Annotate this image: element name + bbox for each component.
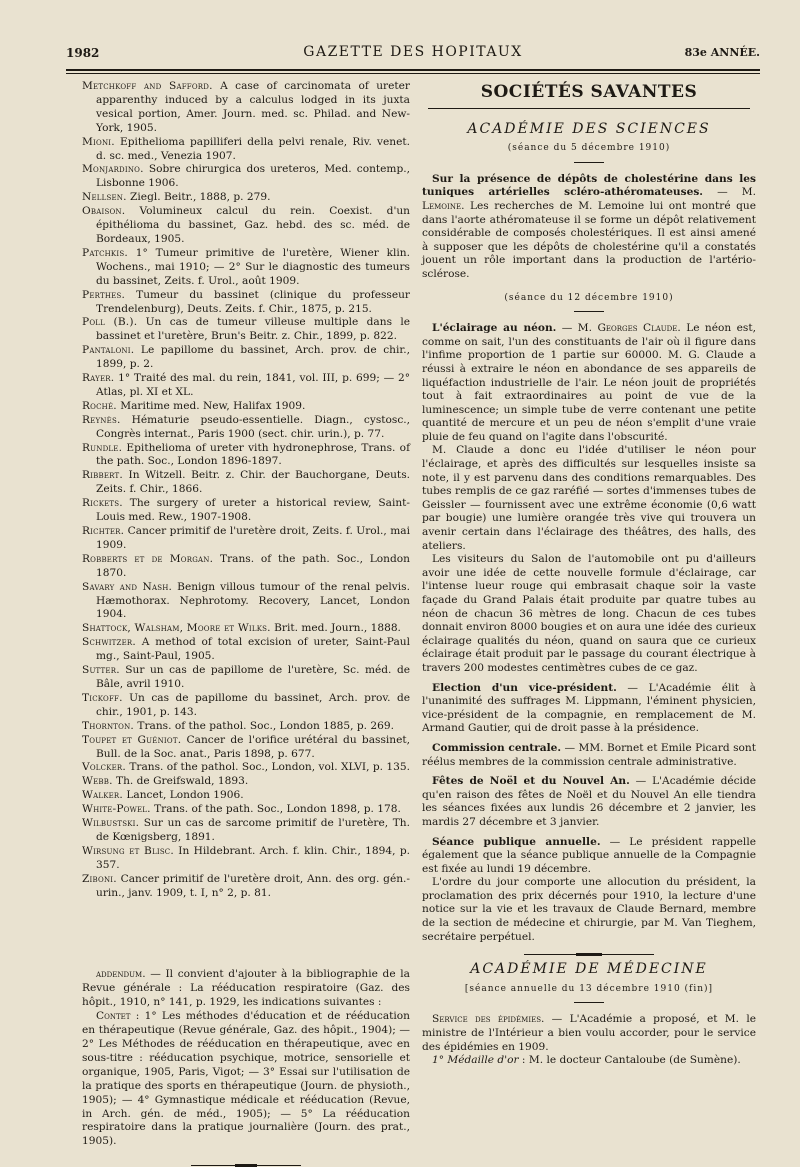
reference-author: Richter. [82,525,125,537]
reference-entry [82,803,410,817]
reference-entry [82,720,410,734]
reference-entry [82,692,410,720]
paragraph-fetes-text: — L'Académie décide qu'en raison des fêtes de Noël et du Nouvel An elle tiendra les séances fixées aux lundis 26 décembre et 2 janvier, les mardis 27 décembre et 3 janvier. [422,775,756,828]
reference-text: Cancer primitif de l'uretère droit, Ann. des org. gén.-urin., janv. 1909, t. I, n° 2, p. 81. [96,872,410,899]
page-number: 1982 [66,46,100,60]
reference-author: Rayer. [82,372,115,385]
reference-entry [82,344,410,372]
reference-text: 1° Tumeur primitive de l'uretère, Wiener klin. Wochens., mai 1910; — 2° Sur le diagnostic des tumeurs du bassinet, Zeits. f. Urol., août 1909. [96,246,410,287]
paragraph-neon-3: Les visiteurs du Salon de l'automobile ont pu d'ailleurs avoir une idée de cette nouvelle formule d'éclairage, car l'intense lueur rouge qui embrasait chaque soir la vaste façade du Grand Palais était produite par quatre tubes au néon de chacun 36 mètres de long. Chacun de ces tubes donnait environ 8000 bougies et on aura une idée des curieux éclairage qualités du néon, quand on saura que ce curieux éclairage était produit par le passage du courant électrique à travers 200 modestes centimètres cubes de ce gaz. [422,553,756,674]
reference-author: Metchkoff and Safford. [82,80,213,92]
paragraph-fetes [422,775,756,829]
reference-text: Sur un cas de papillome de l'uretère, Sc. méd. de Bâle, avril 1910. [96,664,410,690]
reference-entry [82,163,410,191]
reference-author: Schwitzer. [82,636,136,649]
author-claude: Georges Claude [597,322,678,335]
reference-entry [82,289,410,317]
reference-entry [82,136,410,164]
paragraph-medaille [422,1054,756,1068]
reference-entry [82,205,410,247]
reference-text: Trans. of the pathol. Soc., London 1885, p. 269. [134,719,394,732]
reference-text: In Hildebrant. Arch. f. klin. Chir., 1894, p. 357. [96,844,410,871]
seance-date-2: (séance du 12 décembre 1910) [504,292,674,303]
paragraph-seance-publique [422,836,756,877]
addendum-text: — Il convient d'ajouter à la bibliographie de la Revue générale : La rééducation respiratoire (Gaz. des hôpit., 1910, n° 141, p. 1929, les indications suivantes : [82,968,410,1009]
reference-text: Un cas de papillome du bassinet, Arch. prov. de chir., 1901, p. 143. [96,691,410,718]
reference-text: In Witzell. Beitr. z. Chir. der Bauchorgane, Deuts. Zeits. f. Chir., 1866. [96,469,410,496]
reference-author: Tickoff. [82,691,123,704]
reference-text: Lancet, London 1906. [122,789,244,802]
paragraph-neon-2: M. Claude a donc eu l'idée d'utiliser le néon pour l'éclairage, et après des difficultés sur lesquelles insiste sa note, il y est parvenu dans des conditions remarquables. Des tubes remplis de ce gaz raréfié — sortes d'immenses tubes de Geissler — fournissent avec une extrême économie (0,6 watt par bougie) une lumière orangée très vive qui trouvera un avenir certain dans l'éclairage des théâtres, des halls, des ateliers. [422,444,756,552]
addendum-label: addendum. [96,968,146,981]
reference-entry [82,873,410,901]
reference-author: Robberts et de Morgan. [82,552,214,565]
reference-author: Nellsen. [82,191,127,204]
paragraph-seance-publique-text: — Le président rappelle également que la séance publique annuelle de la Compagnie est fixée au lundi 19 décembre. [422,835,756,875]
reference-entry [82,761,410,775]
reference-text: Volumineux calcul du rein. Coexist. d'un épithélioma du bassinet, Gaz. hebd. des sc. méd. de Bordeaux, 1905. [96,205,410,245]
reference-text: Sobre chirurgica dos ureteros, Med. contemp., Lisbonne 1906. [96,163,410,190]
reference-entry [82,497,410,525]
reference-text: The surgery of ureter a historical review, Saint-Louis med. Rew., 1907-1908. [96,497,410,524]
reference-text: 1° Traité des mal. du rein, 1841, vol. III, p. 699; — 2° Atlas, pl. XI et XL. [96,372,410,398]
reference-text: Trans. of the path. Soc., London 1898, p. 178. [150,803,401,816]
reference-entry [82,469,410,497]
reference-text: Brit. med. Journ., 1888. [270,622,401,635]
reference-text: Le papillome du bassinet, Arch. prov. de chir., 1899, p. 2. [96,344,410,371]
reference-author: Walker. [82,789,123,802]
paragraph-cholesterine-dash: — M. [703,186,757,199]
reference-author: Webb. [82,775,113,788]
reference-text: Maritime med. New, Halifax 1909. [116,399,306,412]
reference-entry [82,789,410,803]
paragraph-ordre-du-jour: L'ordre du jour comporte une allocution du président, la proclamation des prix décernés pour 1910, la lecture d'une notice sur la vie et les travaux de Claude Bernard, membre de la section de médecine et chirurgie, par M. Van Tieghem, secrétaire perpétuel. [422,876,756,943]
reference-text: Ziegl. Beitr., 1888, p. 279. [126,191,271,204]
paragraph-neon-dash: — M. [556,322,598,335]
contet-text: : 1° Les méthodes d'éducation et de rééducation en thérapeutique (Revue générale, Gaz. des hôpit., 1904); — 2° Les Méthodes de rééducation en thérapeutique, avec en sous-titre : rééducation psychique, motrice, sensorielle et organique, 1905, Paris, Vigot; — 3° Essai sur l'utilisation de la pratique des sports en thérapeutique (Journ. de physioth., 1905); — 4° Gymnastique médicale et rééducation (Revue, in Arch. gén. de méd., 1905); — 5° La rééducation respiratoire dans la pratique journalière (Journ. des prat., 1905). [82,1010,410,1148]
header-rule [66,69,760,71]
section-title: SOCIÉTÉS SAVANTES [480,82,698,102]
reference-author: Thornton. [82,719,135,732]
reference-entry [82,734,410,762]
journal-title: GAZETTE DES HOPITAUX [303,44,523,60]
paragraph-election-text: — L'Académie élit à l'unanimité des suffrages M. Lippmann, l'éminent physicien, vice-président de la compagnie, en remplacement de M. Armand Gautier, qui de droit passe à la présidence. [422,681,756,735]
addendum-paragraph [82,968,410,1010]
paragraph-fetes-title: Fêtes de Noël et du Nouvel An. [432,775,630,788]
volume-year: 83e ANNÉE. [684,46,760,59]
bibliography-column [82,80,410,1166]
reference-entry [82,553,410,581]
paragraph-commission-text: — MM. Bornet et Emile Picard sont réélus membres de la commission centrale administrative. [422,741,756,768]
reference-entry [82,247,410,289]
paragraph-epidemies [422,1013,756,1054]
reference-author: Monjardino. [82,163,144,176]
reference-text: Hématurie pseudo-essentielle. Diagn., cystosc., Congrès internat., Paris 1900 (sect. chir. urin.), p. 77. [96,413,410,440]
reference-entry [82,817,410,845]
reference-author: Shattock, Walsham, Moore et Wilks. [82,622,271,635]
reference-author: Rundle. [82,441,123,454]
paragraph-neon-title: L'éclairage au néon. [432,322,557,335]
academy-sciences-heading: ACADÉMIE DES SCIENCES [467,120,711,137]
reference-text: Trans. of the path. Soc., London 1870. [96,552,410,579]
paragraph-epidemies-text: — L'Académie a proposé, et M. le ministre de l'Intérieur a bien voulu accorder, pour le service des épidémies en 1909. [422,1013,756,1053]
reference-entry [82,581,410,623]
reference-text: Th. de Greifswald, 1893. [112,775,249,788]
page-header [66,40,760,68]
section-rule [428,108,750,109]
reference-list [82,80,410,900]
reference-text: Cancer de l'orifice urétéral du bassinet, Bull. de la Soc. anat., Paris 1898, p. 677. [96,733,410,760]
ornamental-rule [524,954,654,955]
reference-entry [82,622,410,636]
paragraph-neon [422,322,756,444]
reference-text: A case of carcinomata of ureter apparenthy induced by a calculus lodged in its juxta vesical portion, Amer. Journ. med. sc. Philad. and New-York, 1905. [96,80,410,134]
reference-entry [82,316,410,344]
reference-entry [82,664,410,692]
reference-text: Cancer primitif de l'uretère droit, Zeits. f. Urol., mai 1909. [96,525,410,551]
paragraph-medaille-text: : M. le docteur Cantaloube (de Sumène). [518,1054,741,1067]
reference-text: Epithelioma papilliferi della pelvi renale, Riv. venet. d. sc. med., Venezia 1907. [96,135,410,162]
reference-author: Toupet et Guéniot. [82,733,182,746]
reference-text: Benign villous tumour of the renal pelvis. Hæmothorax. Nephrotomy. Recovery, Lancet, London 1904. [96,580,410,621]
reference-author: Roché. [82,399,117,412]
reference-entry [82,191,410,205]
paragraph-neon-text: . Le néon est, comme on sait, l'un des constituants de l'air où il figure dans l'infime proportion de 1 partie sur 60000. M. G. Claude a réussi à extraire le néon en abondance de ses appareils de liquéfaction industrielle de l'air. Le néon jouit de propriétés tout à fait extraordinaires au point de vue de la luminescence; un simple tube de verre contenant une petite quantité de mercure et un peu de néon s'emplit d'une vraie pluie de feu quand on l'agite dans l'obscurité. [422,322,756,443]
reference-author: Reynès. [82,413,121,426]
reference-text: A method of total excision of ureter, Saint-Paul mg., Saint-Paul, 1905. [96,636,410,663]
reference-author: Pantaloni. [82,344,135,357]
reference-author: Rickets. [82,497,123,510]
reference-text: Epithelioma of ureter vith hydronephrose, Trans. of the path. Soc., London 1896-1897. [96,441,410,468]
reference-author: Obaison. [82,205,126,218]
reference-author: Poll (B.). [82,316,138,329]
reference-author: Wirsung et Blisc. [82,844,174,857]
reference-author: Sutter. [82,664,120,677]
reference-entry [82,845,410,873]
reference-text: Sur un cas de sarcome primitif de l'uretère, Th. de Kœnigsberg, 1891. [96,817,410,843]
reference-text: Tumeur du bassinet (clinique du professeur Trendelenburg), Deuts. Zeits. f. Chir., 1875, p. 215. [96,288,410,315]
reference-entry [82,525,410,553]
short-rule-2 [574,311,604,312]
paragraph-cholesterine [422,173,756,282]
reference-author: Savary and Nash. [82,580,173,593]
reference-entry [82,775,410,789]
reference-author: White-Powel. [82,803,151,816]
reference-entry [82,80,410,136]
paragraph-commission [422,742,756,769]
reference-text: Un cas de tumeur villeuse multiple dans le bassinet et l'uretère, Brun's Beitr. z. Chir., 1899, p. 822. [96,316,410,343]
paragraph-commission-title: Commission centrale. [432,741,562,754]
reference-entry [82,400,410,414]
paragraph-epidemies-label: Service des épidémies. [432,1013,545,1026]
paragraph-seance-publique-title: Séance publique annuelle. [432,835,601,848]
header-rule-thin [66,73,760,74]
societies-column [422,80,756,1068]
reference-entry [82,414,410,442]
seance-date-3: [séance annuelle du 13 décembre 1910 (fin)] [464,983,714,994]
contet-label: Contet [96,1010,131,1023]
paragraph-election-title: Election d'un vice-président. [432,681,617,694]
short-rule [574,162,604,163]
author-lemoine: Lemoine [422,199,462,212]
reference-author: Volcker. [82,761,126,774]
reference-author: Ziboni. [82,872,117,885]
reference-author: Perthes. [82,288,126,301]
reference-author: Wilbustski. [82,817,140,830]
reference-author: Mioni. [82,135,115,148]
paragraph-cholesterine-text: . Les recherches de M. Lemoine lui ont montré que dans l'aorte athéromateuse il se forme un dépôt relativement considérable de composés cholestériques. Il est ainsi amené à supposer que les dépôts de cholestérine qu'il a constatés jouent un rôle important dans la production de l'artério-sclérose. [422,199,756,280]
reference-author: Ribbert. [82,469,123,482]
contet-paragraph [82,1010,410,1149]
paragraph-election [422,682,756,736]
reference-entry [82,442,410,470]
paragraph-cholesterine-title: Sur la présence de dépôts de cholestérine dans les tuniques artérielles scléro-athéromateuses. [422,172,756,199]
seance-date-1: (séance du 5 décembre 1910) [507,143,671,154]
reference-text: Trans. of the pathol. Soc., London, vol. XLVI, p. 135. [125,761,410,774]
reference-entry [82,636,410,664]
short-rule-3 [574,1002,604,1003]
paragraph-medaille-label: 1° Médaille d'or [432,1054,519,1067]
end-separator [191,1165,301,1166]
academy-medicine-heading: ACADÉMIE DE MÉDECINE [470,961,708,978]
reference-entry [82,372,410,400]
reference-author: Patchkis. [82,246,128,259]
